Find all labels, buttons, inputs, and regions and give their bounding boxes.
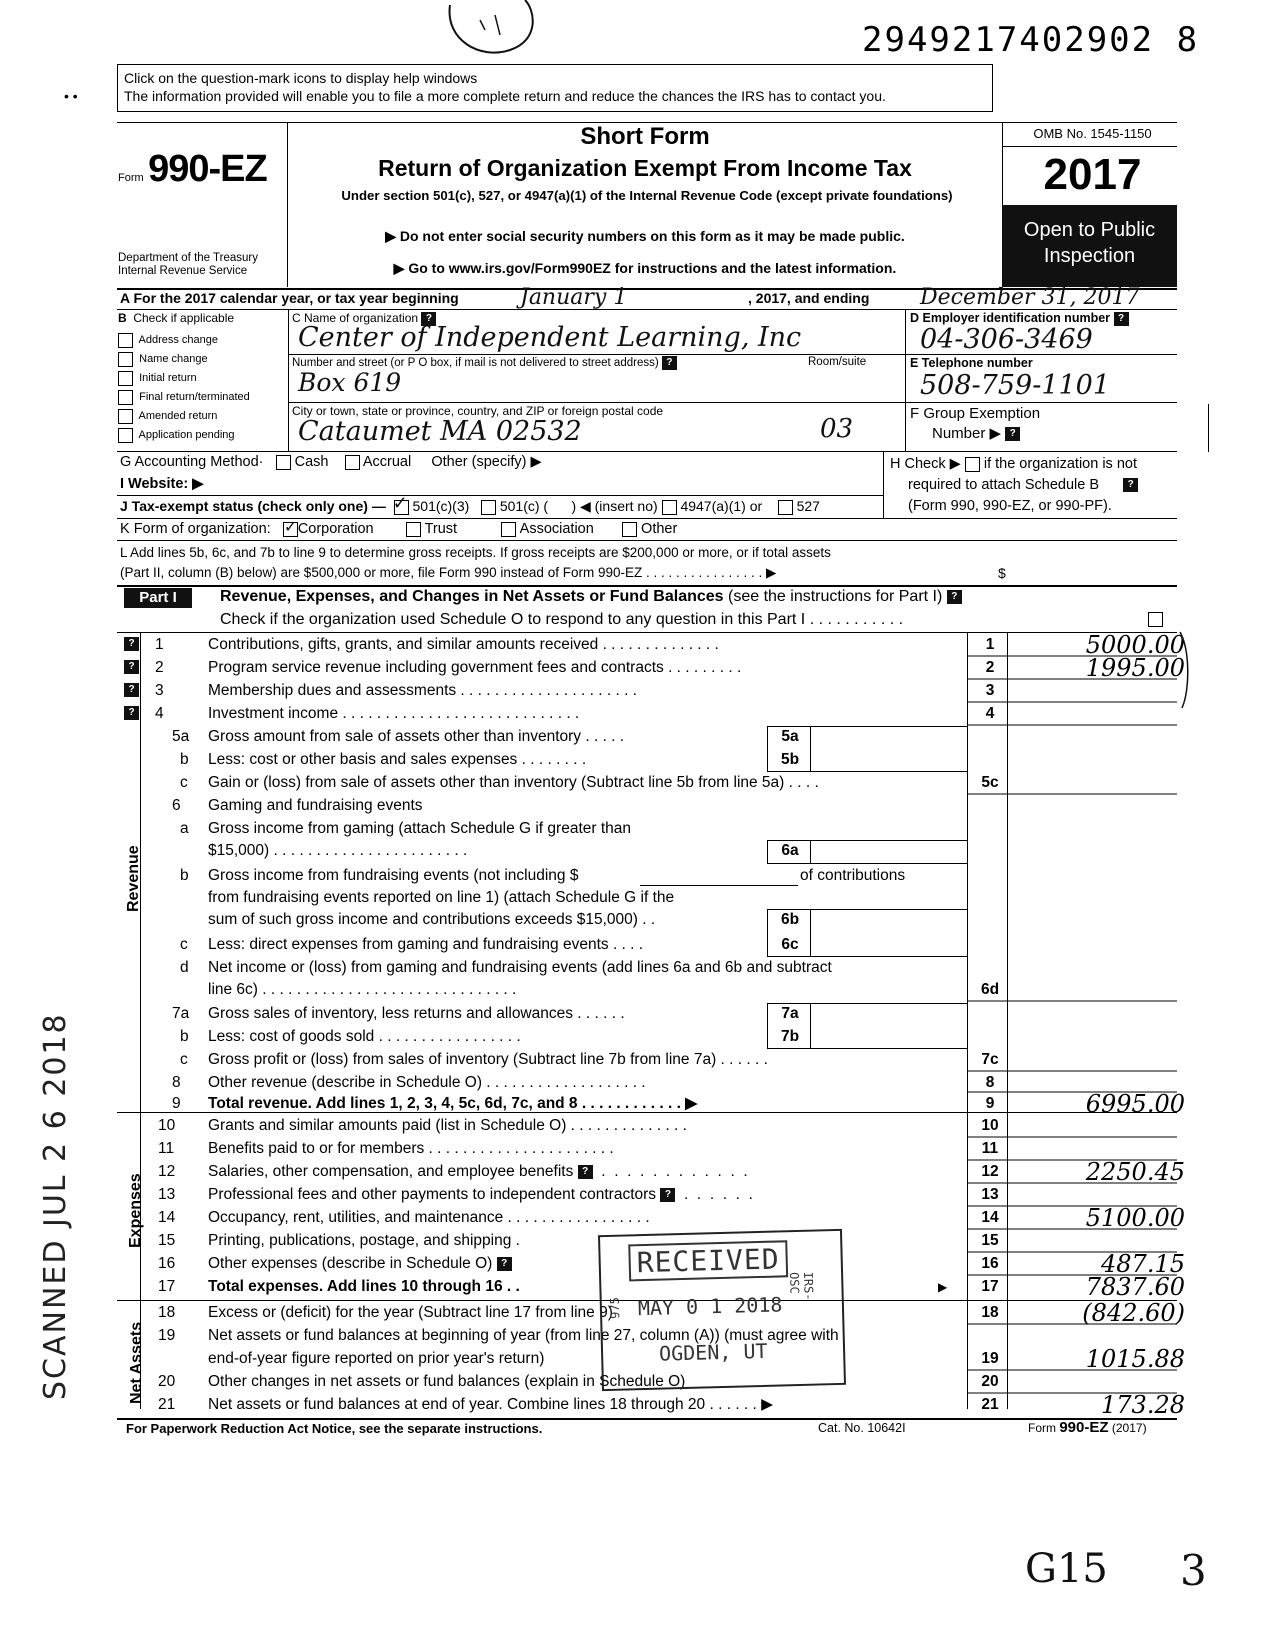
stamp-side-left: 975 (607, 1296, 623, 1319)
line-num: 8 (172, 1074, 181, 1091)
line-label: Gross income from fundraising events (not including $ (208, 867, 579, 884)
help-notice-line1: Click on the question-mark icons to display help windows (124, 70, 478, 86)
line-label: Gross income from gaming (attach Schedule G if greater than (208, 820, 632, 837)
line-label: Grants and similar amounts paid (list in Schedule O) . . . . . . . . . . . . . . (208, 1117, 687, 1134)
line-label: Program service revenue including government fees and contracts . . . . . . . . . (208, 659, 742, 676)
street-label-text: Number and street (or P O box, if mail is not delivered to street address) (292, 357, 659, 370)
question-mark-icon[interactable]: ? (1114, 312, 1129, 326)
line-num: 9 (172, 1095, 181, 1112)
help-notice-line2: The information provided will enable you to file a more complete return and reduce the chances the IRS has to contact you. (124, 88, 886, 104)
open-public-line2: Inspection (1043, 245, 1136, 267)
j-label: J Tax-exempt status (check only one) — (120, 498, 386, 514)
line-num: c (180, 774, 188, 791)
side-label-expenses: Expenses (127, 1173, 144, 1248)
l-line1: L Add lines 5b, 6c, and 7b to line 9 to determine gross receipts. If gross receipts are $200,000 or more, or if total assets (120, 545, 831, 560)
line-num: 11 (158, 1140, 175, 1157)
ein-label-text: D Employer identification number (910, 311, 1111, 325)
open-public-line1: Open to Public (1023, 219, 1156, 241)
line-label: Gross amount from sale of assets other than inventory . . . . . (208, 728, 625, 745)
line-box-num: 9 (985, 1095, 995, 1112)
j-527: 527 (796, 498, 820, 514)
line-box-num: 11 (981, 1140, 999, 1157)
line-box-num: 3 (985, 682, 995, 699)
k-corporation: Corporation (297, 521, 374, 537)
line-label: Gain or (loss) from sale of assets other than inventory (Subtract line 5b from line 5a) . . . . (208, 774, 819, 791)
k-other: Other (641, 521, 678, 537)
part1-title-suffix: (see the instructions for Part I) (728, 588, 943, 605)
line-i-website[interactable]: I Website: ▶ (120, 476, 204, 492)
b-name-change: Name change (139, 353, 208, 365)
question-mark-icon[interactable]: ? (124, 706, 139, 720)
question-mark-icon[interactable]: ? (1123, 478, 1138, 492)
line-label: Other changes in net assets or fund balances (explain in Schedule O) (208, 1373, 686, 1390)
line-label-text: Other expenses (describe in Schedule O) (208, 1255, 493, 1272)
line-num: 4 (155, 705, 164, 722)
ein-value[interactable]: 04-306-3469 (920, 324, 1093, 355)
question-mark-icon[interactable]: ? (124, 660, 139, 674)
line-num: 6 (172, 797, 181, 814)
line-num: b (180, 1028, 189, 1045)
question-mark-icon[interactable]: ? (124, 683, 139, 697)
line-box-num: 21 (981, 1396, 999, 1413)
sub-box-num: 5a (781, 728, 799, 745)
schedule-o-text: Check if the organization used Schedule O to respond to any question in this Part I . . . . . . . . . . . (220, 611, 904, 628)
line-num: 2 (155, 659, 164, 676)
line-box-num: 17 (981, 1278, 999, 1295)
line-box-num: 2 (985, 659, 995, 676)
stamp-city: OGDEN, UT (658, 1338, 768, 1366)
line-label: Professional fees and other payments to independent contractors ? . . . . . . (208, 1186, 753, 1203)
line-box-num: 19 (981, 1350, 999, 1367)
line-box-num: 7c (981, 1051, 999, 1068)
form-number-text: 990-EZ (148, 148, 267, 190)
line-label: Occupancy, rent, utilities, and maintenance . . . . . . . . . . . . . . . . . (208, 1209, 650, 1226)
l-dollar: $ (998, 565, 1006, 581)
section-b-letter: B (118, 311, 127, 325)
city-label: City or town, state or province, country, and ZIP or foreign postal code (292, 404, 664, 418)
part1-tag: Part I (124, 588, 192, 608)
line-a-end-date[interactable]: December 31, 2017 (920, 285, 1140, 310)
b-amended-return: Amended return (138, 410, 218, 422)
line-label: Net assets or fund balances at beginning of year (from line 27, column (A)) (must agree with (208, 1327, 839, 1344)
line-amount[interactable]: 1015.88 (1085, 1345, 1185, 1373)
line-num: 1 (155, 636, 164, 653)
stamp-side-right: IRS-OSC (787, 1271, 816, 1301)
line-amount[interactable]: (842.60) (1082, 1299, 1185, 1327)
question-mark-icon[interactable]: ? (947, 590, 962, 604)
line-label: Less: direct expenses from gaming and fundraising events . . . . (208, 936, 644, 953)
line-num: d (180, 959, 189, 976)
h-line2: required to attach Schedule B (908, 477, 1100, 493)
question-mark-icon[interactable]: ? (578, 1165, 593, 1179)
footer-cat-no: Cat. No. 10642I (818, 1421, 906, 1435)
title-short-form: Short Form (580, 123, 710, 150)
title-section: Under section 501(c), 527, or 4947(a)(1) of the Internal Revenue Code (except private foundations) (341, 188, 953, 203)
instruction-ssn: ▶ Do not enter social security numbers on this form as it may be made public. (385, 228, 905, 244)
line-num: 5a (172, 728, 190, 745)
line-amount[interactable]: 7837.60 (1085, 1273, 1185, 1301)
omb-number: OMB No. 1545-1150 (1033, 126, 1152, 141)
line-box-num: 5c (981, 774, 999, 791)
b-final-return: Final return/terminated (139, 391, 250, 403)
tax-year: 2017 (1043, 150, 1142, 199)
arrow-right-icon: ▶ (938, 1280, 948, 1294)
line-label: Gaming and fundraising events (208, 797, 423, 814)
line-label: Salaries, other compensation, and employee benefits ? . . . . . . . . . . . . (208, 1163, 748, 1180)
line-label-text: Salaries, other compensation, and employee benefits (208, 1163, 574, 1180)
line-box-num: 14 (981, 1209, 999, 1226)
line-amount[interactable]: 1995.00 (1085, 654, 1185, 682)
question-mark-icon[interactable]: ? (421, 312, 436, 326)
city-value[interactable]: Cataumet MA 02532 (298, 416, 582, 447)
line-num: 17 (158, 1278, 176, 1295)
sub-box-num: 6c (781, 936, 799, 953)
line-label: line 6c) . . . . . . . . . . . . . . . . . . . . . . . . . . . . . . (208, 981, 517, 998)
sub-box-num: 6b (780, 911, 800, 928)
line-amount[interactable]: 6995.00 (1085, 1090, 1185, 1118)
g-accrual: Accrual (362, 454, 412, 470)
line-label: Contributions, gifts, grants, and similar amounts received . . . . . . . . . . . . . . (208, 636, 719, 653)
line-label: Less: cost of goods sold . . . . . . . . . . . . . . . . . (208, 1028, 521, 1045)
line-label: Net income or (loss) from gaming and fundraising events (add lines 6a and 6b and subtract (208, 959, 832, 976)
form-prefix: Form (118, 172, 144, 184)
line-label: Benefits paid to or for members . . . . . . . . . . . . . . . . . . . . . . (208, 1140, 614, 1157)
side-label-revenue: Revenue (125, 845, 142, 912)
sub-box-num: 7a (781, 1005, 799, 1022)
g-other: Other (specify) ▶ (431, 454, 542, 470)
line-num: 18 (158, 1304, 176, 1321)
line-num: 10 (158, 1117, 176, 1134)
side-label-net-assets: Net Assets (128, 1321, 145, 1404)
line-box-num: 12 (981, 1163, 999, 1180)
k-label: K Form of organization: (120, 521, 271, 537)
line-a-mid: , 2017, and ending (748, 290, 870, 306)
line-num: 20 (158, 1373, 176, 1390)
line-box-num: 15 (981, 1232, 999, 1249)
sub-box-num: 6a (781, 842, 799, 859)
b-address-change: Address change (138, 334, 219, 346)
footer-form-year: (2017) (1111, 1421, 1147, 1435)
line-box-num: 18 (981, 1304, 999, 1321)
street-value[interactable]: Box 619 (298, 368, 402, 397)
question-mark-icon[interactable]: ? (124, 637, 139, 651)
footer-form (1028, 1419, 1147, 1436)
line-g-label: G Accounting Method· (120, 454, 264, 470)
footer-form-prefix: Form (1028, 1421, 1056, 1435)
line-amount[interactable]: 2250.45 (1085, 1158, 1185, 1186)
section-b-title: Check if applicable (133, 311, 235, 325)
line-label: Membership dues and assessments . . . . . . . . . . . . . . . . . . . . . (208, 682, 637, 699)
part1-title-text: Revenue, Expenses, and Changes in Net Assets or Fund Balances (220, 588, 724, 605)
line-num: 16 (158, 1255, 176, 1272)
line-num: b (180, 751, 189, 768)
line-box-num: 13 (981, 1186, 999, 1203)
instruction-irs-link[interactable]: ▶ Go to www.irs.gov/Form990EZ for instructions and the latest information. (393, 260, 897, 276)
line-label: Total revenue. Add lines 1, 2, 3, 4, 5c, 6d, 7c, and 8 . . . . . . . . . . . . ▶ (208, 1095, 698, 1112)
stamp-received: RECEIVED (628, 1240, 788, 1281)
city-value-suffix: 03 (820, 414, 854, 444)
line-num: 3 (155, 682, 164, 699)
org-name-label-text: C Name of organization (292, 311, 419, 325)
margin-dots: • • (64, 88, 78, 104)
checkbox-icon[interactable]: ✓ (392, 492, 408, 514)
line-num: 12 (158, 1163, 176, 1180)
bottom-handwriting-left: G15 (1025, 1546, 1108, 1592)
line-label-text: Professional fees and other payments to independent contractors (208, 1186, 657, 1203)
room-suite-label: Room/suite (808, 356, 867, 368)
checkbox-icon[interactable]: ✓ (283, 516, 298, 536)
question-mark-icon[interactable]: ? (1005, 427, 1020, 441)
line-a-begin-date[interactable]: January 1 (520, 285, 628, 310)
line-num: 21 (158, 1396, 176, 1413)
line-label: end-of-year figure reported on prior year's return) (208, 1350, 545, 1367)
stamp-date: MAY 0 1 2018 (637, 1292, 783, 1321)
line-box-num: 10 (981, 1117, 999, 1134)
question-mark-icon[interactable]: ? (660, 1188, 675, 1202)
j-501c3: 501(c)(3) (412, 498, 470, 514)
line-label: Net assets or fund balances at end of year. Combine lines 18 through 20 . . . . . . ▶ (208, 1396, 774, 1413)
bottom-handwriting-right: 3 (1180, 1546, 1207, 1595)
line-box-num: 20 (981, 1373, 999, 1390)
j-501c: 501(c) ( (499, 498, 549, 514)
line-amount[interactable]: 5000.00 (1085, 631, 1185, 659)
sub-box-num: 7b (780, 1028, 800, 1045)
line-num: 14 (158, 1209, 176, 1226)
j-insert-no: ) ◀ (insert no) (571, 498, 658, 514)
scanned-stamp: SCANNED JUL 2 6 2018 (38, 1012, 73, 1400)
line-label: sum of such gross income and contributions exceeds $15,000) . . (208, 911, 656, 928)
h-part1: H Check ▶ (890, 456, 961, 472)
group-exemption-line2: Number ▶ (932, 425, 1002, 442)
line-amount[interactable]: 487.15 (1101, 1250, 1185, 1278)
j-4947: 4947(a)(1) or (680, 498, 763, 514)
h-line3: (Form 990, 990-EZ, or 990-PF). (908, 498, 1112, 514)
line-label: Gross sales of inventory, less returns and allowances . . . . . . (208, 1005, 625, 1022)
l-line2: (Part II, column (B) below) are $500,000 or more, file Form 990 instead of Form 990-EZ . . . . . . . . . . . . . . . . ▶ (120, 565, 777, 580)
question-mark-icon[interactable]: ? (662, 356, 677, 370)
line-label-tail: of contributions (800, 867, 906, 884)
k-trust: Trust (424, 521, 458, 537)
line-label: from fundraising events reported on line 1) (attach Schedule G if the (208, 889, 675, 906)
sub-box-num: 5b (780, 751, 800, 768)
line-amount[interactable]: 173.28 (1101, 1391, 1185, 1419)
line-box-num: 6d (980, 981, 1000, 998)
line-label: Less: cost or other basis and sales expenses . . . . . . . . (208, 751, 587, 768)
line-amount[interactable]: 5100.00 (1085, 1204, 1185, 1232)
margin-bracket (1178, 630, 1198, 710)
phone-value[interactable]: 508-759-1101 (920, 370, 1111, 401)
line-box-num: 1 (985, 636, 995, 653)
group-exemption-line1: F Group Exemption (910, 405, 1041, 422)
line-box-num: 4 (985, 705, 995, 722)
question-mark-icon[interactable]: ? (497, 1257, 512, 1271)
line-label: Printing, publications, postage, and shipping . (208, 1232, 520, 1249)
top-stamp-number: 2949217402902 8 (862, 20, 1200, 60)
line-num: 7a (172, 1005, 190, 1022)
line-num: 15 (158, 1232, 176, 1249)
line-num: a (180, 820, 189, 837)
footer-paperwork: For Paperwork Reduction Act Notice, see the separate instructions. (126, 1421, 543, 1436)
footer-form-number: 990-EZ (1059, 1419, 1109, 1436)
line-label: Total expenses. Add lines 10 through 16 . . (208, 1278, 520, 1295)
line-num: 13 (158, 1186, 176, 1203)
title-return: Return of Organization Exempt From Income Tax (378, 155, 912, 181)
line-num: c (180, 936, 188, 953)
g-cash: Cash (294, 454, 329, 470)
k-association: Association (519, 521, 594, 537)
line-num: b (180, 867, 189, 884)
b-application-pending: Application pending (138, 429, 235, 441)
line-label: Other revenue (describe in Schedule O) . . . . . . . . . . . . . . . . . . . (208, 1074, 646, 1091)
line-label: Excess or (deficit) for the year (Subtract line 17 from line 9) (208, 1304, 613, 1321)
phone-label: E Telephone number (910, 356, 1033, 370)
line-label: Investment income . . . . . . . . . . . . . . . . . . . . . . . . . . . . (208, 705, 580, 722)
dept-line1: Department of the Treasury (118, 252, 258, 264)
b-initial-return: Initial return (139, 372, 197, 384)
line-num: 19 (158, 1327, 176, 1344)
line-a-label: A For the 2017 calendar year, or tax year beginning (120, 290, 459, 306)
received-stamp (598, 1229, 846, 1391)
dept-line2: Internal Revenue Service (118, 265, 248, 277)
line-label: $15,000) . . . . . . . . . . . . . . . . . . . . . . . (208, 842, 468, 859)
line-label: Gross profit or (loss) from sales of inventory (Subtract line 7b from line 7a) . . . . . . (208, 1051, 768, 1068)
h-part2: if the organization is not (983, 456, 1137, 472)
org-name-value[interactable]: Center of Independent Learning, Inc (298, 322, 802, 353)
line-box-num: 16 (981, 1255, 999, 1272)
line-num: c (180, 1051, 188, 1068)
line-box-num: 8 (985, 1074, 995, 1091)
